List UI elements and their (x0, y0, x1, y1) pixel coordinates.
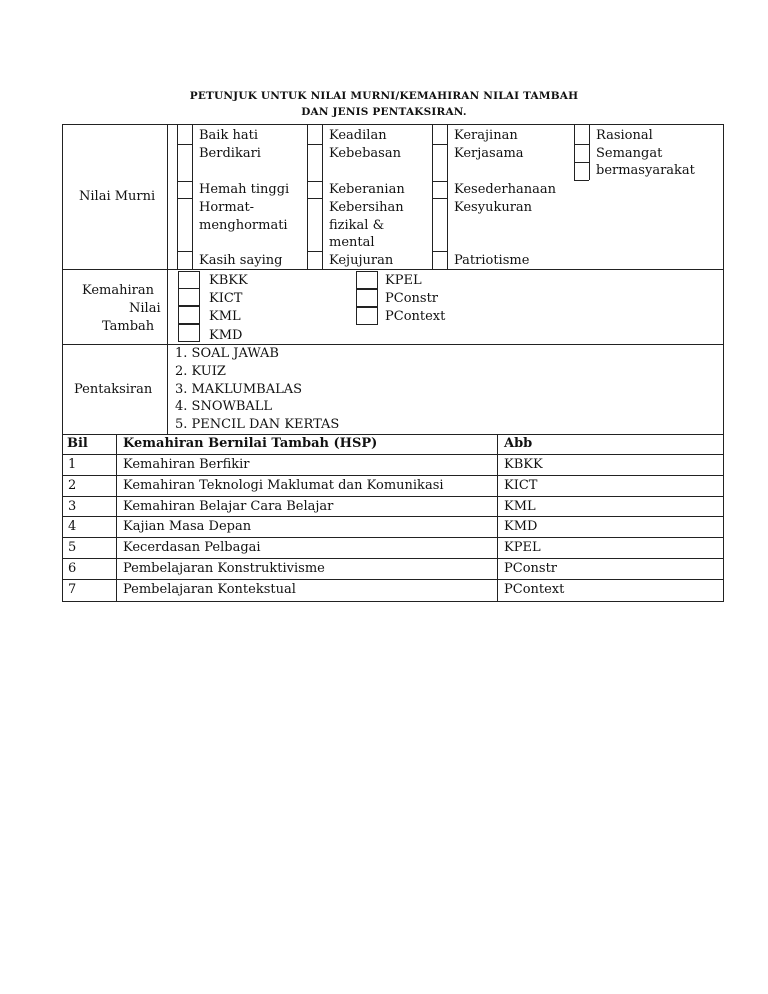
cell-bil: 7 (68, 582, 77, 597)
column-divider (497, 434, 498, 602)
kemahiran-item: KMD (209, 328, 243, 343)
row-divider (62, 344, 724, 345)
cell-bil: 3 (68, 499, 77, 514)
nilai-item: mental (329, 235, 375, 250)
nilai-murni-label: Nilai Murni (79, 189, 156, 204)
nilai-item: Kebersihan (329, 200, 404, 215)
cell-skill: Kemahiran Belajar Cara Belajar (123, 499, 334, 514)
pentaksiran-item: 3. MAKLUMBALAS (175, 382, 303, 397)
cell-abb: KPEL (504, 540, 541, 555)
nilai-item: Keadilan (329, 128, 387, 143)
nilai-item: Kesederhanaan (454, 182, 557, 197)
cell-bil: 4 (68, 519, 77, 534)
cell-abb: KML (504, 499, 536, 514)
kemahiran-label-line2: Nilai (129, 301, 161, 316)
kemahiran-item: KML (209, 309, 241, 324)
nilai-item: Rasional (596, 128, 653, 143)
nilai-item: Kasih saying (199, 253, 283, 268)
table-header-skill: Kemahiran Bernilai Tambah (HSP) (123, 436, 378, 451)
table-header-abb: Abb (504, 436, 533, 451)
nilai-item: Kerajinan (454, 128, 518, 143)
cell-skill: Pembelajaran Konstruktivisme (123, 561, 325, 576)
kemahiran-item: KICT (209, 291, 243, 306)
pentaksiran-item: 2. KUIZ (175, 364, 226, 379)
table-header-bil: Bil (67, 436, 88, 451)
nilai-item: Semangat (596, 146, 663, 161)
nilai-item: Hemah tinggi (199, 182, 290, 197)
cell-bil: 2 (68, 478, 77, 493)
cell-skill: Kemahiran Teknologi Maklumat dan Komunikasi (123, 478, 444, 493)
cell-abb: PConstr (504, 561, 558, 576)
cell-skill: Kajian Masa Depan (123, 519, 252, 534)
nilai-item: fizikal & (329, 218, 385, 233)
nilai-item: Patriotisme (454, 253, 530, 268)
cell-bil: 6 (68, 561, 77, 576)
cell-skill: Kemahiran Berfikir (123, 457, 250, 472)
row-divider (62, 269, 724, 270)
nilai-item: Kejujuran (329, 253, 394, 268)
nilai-item: menghormati (199, 218, 288, 233)
cell-abb: PContext (504, 582, 565, 597)
nilai-item: Berdikari (199, 146, 261, 161)
document-title-line1: PETUNJUK UNTUK NILAI MURNI/KEMAHIRAN NILAI TAMBAH (189, 90, 579, 102)
cell-skill: Kecerdasan Pelbagai (123, 540, 261, 555)
kemahiran-item: KBKK (209, 273, 248, 288)
cell-abb: KBKK (504, 457, 543, 472)
kemahiran-item: KPEL (385, 273, 422, 288)
pentaksiran-item: 4. SNOWBALL (175, 399, 273, 414)
document-title-line2: DAN JENIS PENTAKSIRAN. (301, 106, 467, 118)
pentaksiran-item: 5. PENCIL DAN KERTAS (175, 417, 340, 432)
cell-bil: 1 (68, 457, 77, 472)
nilai-item: Baik hati (199, 128, 258, 143)
cell-bil: 5 (68, 540, 77, 555)
kemahiran-item: PContext (385, 309, 446, 324)
nilai-item: Hormat- (199, 200, 255, 215)
cell-abb: KMD (504, 519, 538, 534)
nilai-item: Kebebasan (329, 146, 401, 161)
cell-skill: Pembelajaran Kontekstual (123, 582, 296, 597)
column-divider (116, 434, 117, 602)
kemahiran-item: PConstr (385, 291, 439, 306)
pentaksiran-item: 1. SOAL JAWAB (175, 346, 279, 361)
nilai-item: Keberanian (329, 182, 405, 197)
kemahiran-label-line3: Tambah (102, 319, 155, 334)
nilai-item: Kerjasama (454, 146, 524, 161)
label-column-divider (167, 124, 168, 435)
kemahiran-label-line1: Kemahiran (82, 283, 155, 298)
nilai-item: Kesyukuran (454, 200, 533, 215)
pentaksiran-label: Pentaksiran (74, 382, 153, 397)
nilai-item: bermasyarakat (596, 163, 695, 178)
cell-abb: KICT (504, 478, 538, 493)
